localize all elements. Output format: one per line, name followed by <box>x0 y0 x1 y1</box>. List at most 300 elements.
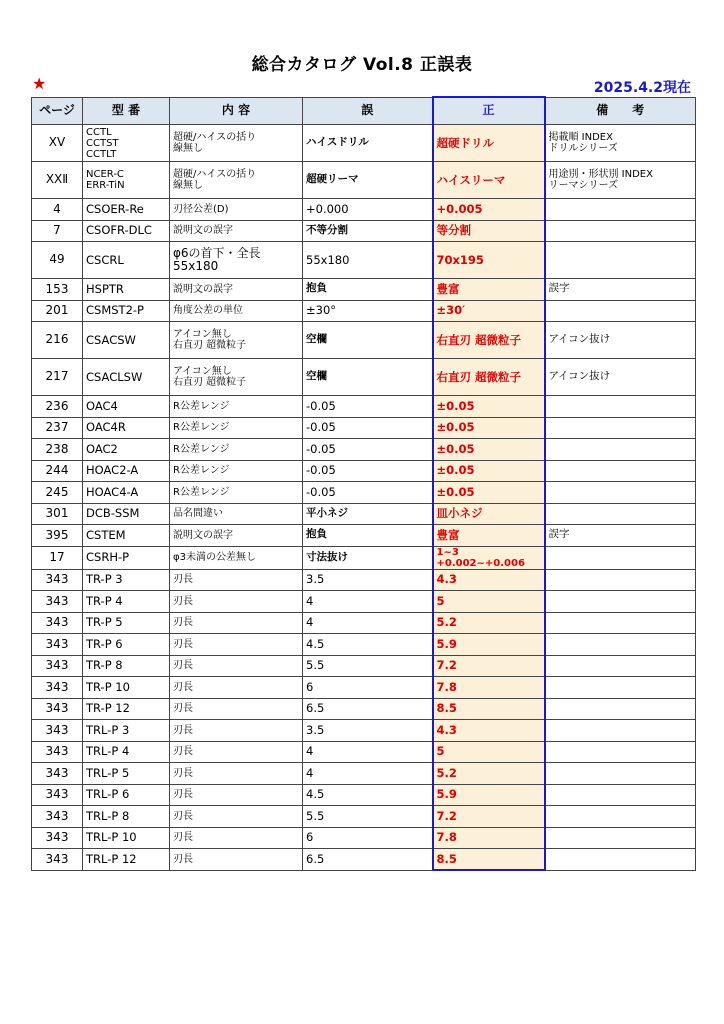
right-cell-line: 等分割 <box>436 223 471 238</box>
page-cell: 301 <box>32 503 83 525</box>
right-cell <box>433 741 545 763</box>
table-row <box>32 322 696 359</box>
model-cell <box>83 827 170 849</box>
model-cell-line: CSACLSW <box>86 369 143 384</box>
header-note: 備 考 <box>545 97 696 125</box>
content-cell-line: 刃長 <box>173 810 193 822</box>
page-cell: XV <box>32 125 83 162</box>
content-cell-line: 刃長 <box>173 853 193 865</box>
model-cell-line: OAC4 <box>86 398 118 413</box>
model-cell-line: TR-P 10 <box>86 679 130 694</box>
model-cell-line: TR-P 5 <box>86 615 123 630</box>
content-cell <box>170 396 303 418</box>
content-cell-line: 刃長 <box>173 681 193 693</box>
model-cell <box>83 125 170 162</box>
model-cell <box>83 569 170 591</box>
model-cell <box>83 482 170 504</box>
content-cell <box>170 741 303 763</box>
right-cell-line: +0.005 <box>436 201 483 216</box>
right-cell-line: ±0.05 <box>436 441 475 456</box>
table-row <box>32 698 696 720</box>
content-cell-line: φ6の首下・全長 <box>173 245 261 260</box>
right-cell <box>433 677 545 699</box>
right-cell <box>433 300 545 322</box>
right-cell <box>433 396 545 418</box>
model-cell-line: CSACSW <box>86 332 136 347</box>
content-cell-line: 右直刃 超微粒子 <box>173 340 247 351</box>
page-cell: 343 <box>32 806 83 828</box>
right-cell-line: 5.2 <box>436 615 457 630</box>
right-cell <box>433 125 545 162</box>
model-cell <box>83 359 170 396</box>
table-row <box>32 417 696 439</box>
page-cell: 217 <box>32 359 83 396</box>
right-cell-line: 7.8 <box>436 679 457 694</box>
model-cell <box>83 279 170 301</box>
wrong-cell: 6.5 <box>303 849 433 871</box>
right-cell-line: +0.002~+0.006 <box>436 557 525 569</box>
right-cell <box>433 503 545 525</box>
content-cell-line: 刃長 <box>173 638 193 650</box>
model-cell-line: TRL-P 4 <box>86 744 130 759</box>
right-cell <box>433 720 545 742</box>
content-cell-line: 刃長 <box>173 789 193 801</box>
note-cell <box>545 677 696 699</box>
note-cell <box>545 720 696 742</box>
note-cell <box>545 417 696 439</box>
wrong-cell: +0.000 <box>303 199 433 221</box>
model-cell-line: TRL-P 6 <box>86 787 130 802</box>
content-cell <box>170 125 303 162</box>
note-cell <box>545 698 696 720</box>
right-cell-line: 5.2 <box>436 765 457 780</box>
page-cell: 343 <box>32 591 83 613</box>
content-cell-line: 刃長 <box>173 617 193 629</box>
note-cell <box>545 162 696 199</box>
right-cell <box>433 279 545 301</box>
note-cell <box>545 322 696 359</box>
page-cell: 244 <box>32 460 83 482</box>
content-cell-line: アイコン無し <box>173 329 232 340</box>
content-cell-line: 説明文の誤字 <box>173 283 233 295</box>
model-cell-line: TRL-P 12 <box>86 851 137 866</box>
content-cell <box>170 417 303 439</box>
page-cell: 153 <box>32 279 83 301</box>
right-cell <box>433 525 545 547</box>
note-cell-line: アイコン抜け <box>548 370 611 383</box>
page-cell: XXⅡ <box>32 162 83 199</box>
note-cell-line: リーマシリーズ <box>548 180 618 191</box>
page-cell: 237 <box>32 417 83 439</box>
page-cell: 343 <box>32 784 83 806</box>
table-row <box>32 503 696 525</box>
content-cell <box>170 162 303 199</box>
right-cell <box>433 634 545 656</box>
model-cell-line: CCTST <box>86 137 119 149</box>
wrong-cell: 3.5 <box>303 569 433 591</box>
right-cell-line: 7.8 <box>436 830 457 845</box>
note-cell-line: 掲載順 INDEX <box>548 132 613 143</box>
header-model: 型 番 <box>83 97 170 125</box>
right-cell-line: 5 <box>436 744 445 759</box>
wrong-cell: 平小ネジ <box>303 503 433 525</box>
model-cell-line: CSMST2-P <box>86 303 144 318</box>
wrong-cell: 4 <box>303 612 433 634</box>
content-cell <box>170 784 303 806</box>
content-cell <box>170 220 303 242</box>
page-cell: 343 <box>32 569 83 591</box>
model-cell-line: TR-P 4 <box>86 593 123 608</box>
content-cell <box>170 849 303 871</box>
page-cell: 343 <box>32 655 83 677</box>
content-cell <box>170 827 303 849</box>
content-cell-line: 刃長 <box>173 703 193 715</box>
model-cell-line: CCTL <box>86 126 112 138</box>
wrong-cell: 抱負 <box>303 525 433 547</box>
page-cell: 395 <box>32 525 83 547</box>
content-cell-line: 刃長 <box>173 746 193 758</box>
right-cell-line: 4.3 <box>436 722 457 737</box>
page-cell: 17 <box>32 546 83 569</box>
table-row <box>32 784 696 806</box>
content-cell-line: 線無し <box>173 180 203 191</box>
content-cell <box>170 359 303 396</box>
note-cell-line: 誤字 <box>548 282 570 295</box>
page-cell: 49 <box>32 242 83 279</box>
right-cell <box>433 591 545 613</box>
model-cell-line: CCTLT <box>86 148 117 160</box>
model-cell <box>83 525 170 547</box>
model-cell-line: TRL-P 8 <box>86 808 130 823</box>
model-cell <box>83 634 170 656</box>
right-cell <box>433 849 545 871</box>
right-cell <box>433 806 545 828</box>
right-cell-line: 豊富 <box>436 527 460 542</box>
date-label: 2025.4.2現在 <box>593 80 691 96</box>
model-cell-line: TRL-P 10 <box>86 830 137 845</box>
page-cell: 201 <box>32 300 83 322</box>
content-cell-line: R公差レンジ <box>173 486 230 498</box>
content-cell <box>170 460 303 482</box>
model-cell <box>83 806 170 828</box>
right-cell <box>433 417 545 439</box>
table-row <box>32 162 696 199</box>
right-cell <box>433 220 545 242</box>
right-cell <box>433 460 545 482</box>
model-cell <box>83 763 170 785</box>
right-cell-line: 70x195 <box>436 252 484 267</box>
right-cell <box>433 359 545 396</box>
right-cell-line: 7.2 <box>436 808 457 823</box>
model-cell <box>83 220 170 242</box>
note-cell <box>545 242 696 279</box>
model-cell-line: HSPTR <box>86 281 124 296</box>
note-cell <box>545 763 696 785</box>
content-cell <box>170 199 303 221</box>
note-cell <box>545 125 696 162</box>
content-cell <box>170 612 303 634</box>
content-cell <box>170 569 303 591</box>
content-cell-line: R公差レンジ <box>173 465 230 477</box>
table-row <box>32 677 696 699</box>
right-cell-line: ±30′ <box>436 303 466 318</box>
note-cell <box>545 460 696 482</box>
right-cell-line: 1~3 <box>436 546 459 558</box>
model-cell <box>83 741 170 763</box>
wrong-cell: 寸法抜け <box>303 546 433 569</box>
content-cell <box>170 300 303 322</box>
model-cell <box>83 720 170 742</box>
right-cell-line: 8.5 <box>436 701 457 716</box>
right-cell-line: 5.9 <box>436 787 457 802</box>
right-cell-line: ±0.05 <box>436 420 475 435</box>
model-cell <box>83 439 170 461</box>
table-row <box>32 849 696 871</box>
table-row <box>32 655 696 677</box>
star-mark: ★ <box>32 74 47 93</box>
wrong-cell: 55x180 <box>303 242 433 279</box>
content-cell <box>170 698 303 720</box>
note-cell-line: 誤字 <box>548 528 570 541</box>
model-cell-line: TR-P 6 <box>86 636 123 651</box>
table-row <box>32 242 696 279</box>
right-cell-line: 4.3 <box>436 572 457 587</box>
table-row <box>32 720 696 742</box>
note-cell <box>545 612 696 634</box>
page-cell: 343 <box>32 634 83 656</box>
note-cell <box>545 439 696 461</box>
right-cell <box>433 322 545 359</box>
model-cell-line: NCER-C <box>86 169 124 180</box>
model-cell <box>83 396 170 418</box>
page-cell: 343 <box>32 720 83 742</box>
wrong-cell: 5.5 <box>303 806 433 828</box>
note-cell <box>545 827 696 849</box>
right-cell-line: 右直刃 超微粒子 <box>436 369 522 384</box>
content-cell-line: R公差レンジ <box>173 443 230 455</box>
note-cell <box>545 655 696 677</box>
page-cell: 343 <box>32 612 83 634</box>
content-cell-line: φ3未満の公差無し <box>173 552 256 563</box>
content-cell-line: 刃長 <box>173 832 193 844</box>
page-cell: 343 <box>32 677 83 699</box>
right-cell <box>433 199 545 221</box>
header-right: 正 <box>433 97 545 125</box>
header-wrong: 誤 <box>303 97 433 125</box>
right-cell-line: 右直刃 超微粒子 <box>436 332 522 347</box>
right-cell <box>433 784 545 806</box>
model-cell-line: DCB-SSM <box>86 506 140 521</box>
right-cell-line: 5.9 <box>436 636 457 651</box>
content-cell-line: 説明文の誤字 <box>173 225 233 237</box>
model-cell-line: CSRH-P <box>86 550 130 565</box>
wrong-cell: 空欄 <box>303 322 433 359</box>
content-cell-line: 角度公差の単位 <box>173 305 243 317</box>
content-cell-line: 右直刃 超微粒子 <box>173 377 247 388</box>
note-cell <box>545 525 696 547</box>
table-row <box>32 806 696 828</box>
table-row <box>32 634 696 656</box>
model-cell <box>83 849 170 871</box>
table-row <box>32 460 696 482</box>
note-cell <box>545 741 696 763</box>
content-cell-line: 超硬/ハイスの括り <box>173 169 257 180</box>
note-cell <box>545 359 696 396</box>
page-cell: 245 <box>32 482 83 504</box>
wrong-cell: -0.05 <box>303 460 433 482</box>
page-cell: 343 <box>32 849 83 871</box>
table-row <box>32 827 696 849</box>
page-cell: 7 <box>32 220 83 242</box>
content-cell-line: 刃長 <box>173 660 193 672</box>
right-cell <box>433 439 545 461</box>
right-cell-line: ±0.05 <box>436 463 475 478</box>
wrong-cell: 4.5 <box>303 634 433 656</box>
wrong-cell: ±30° <box>303 300 433 322</box>
right-cell-line: 超硬ドリル <box>436 135 494 150</box>
table-row <box>32 591 696 613</box>
model-cell <box>83 460 170 482</box>
table-row <box>32 359 696 396</box>
content-cell-line: 刃径公差(D) <box>173 203 229 215</box>
right-cell-line: 5 <box>436 593 445 608</box>
table-row <box>32 396 696 418</box>
right-cell <box>433 655 545 677</box>
table-row <box>32 569 696 591</box>
note-cell <box>545 503 696 525</box>
wrong-cell: -0.05 <box>303 417 433 439</box>
content-cell-line: R公差レンジ <box>173 400 230 412</box>
page-cell: 343 <box>32 741 83 763</box>
content-cell-line: 55x180 <box>173 259 219 273</box>
model-cell <box>83 300 170 322</box>
content-cell-line: 品名間違い <box>173 508 223 520</box>
content-cell <box>170 279 303 301</box>
wrong-cell: 4.5 <box>303 784 433 806</box>
model-cell <box>83 322 170 359</box>
note-cell <box>545 806 696 828</box>
model-cell <box>83 784 170 806</box>
model-cell <box>83 677 170 699</box>
note-cell <box>545 199 696 221</box>
note-cell <box>545 482 696 504</box>
content-cell-line: アイコン無し <box>173 366 232 377</box>
content-cell-line: 刃長 <box>173 595 193 607</box>
model-cell-line: CSOER-Re <box>86 201 144 216</box>
note-cell <box>545 634 696 656</box>
model-cell-line: HOAC2-A <box>86 463 139 478</box>
header-content: 内 容 <box>170 97 303 125</box>
content-cell <box>170 525 303 547</box>
model-cell-line: HOAC4-A <box>86 484 139 499</box>
table-row <box>32 220 696 242</box>
note-cell <box>545 784 696 806</box>
table-row <box>32 439 696 461</box>
content-cell <box>170 677 303 699</box>
wrong-cell: 6 <box>303 677 433 699</box>
table-row <box>32 763 696 785</box>
note-cell <box>545 546 696 569</box>
page-cell: 343 <box>32 763 83 785</box>
wrong-cell: 6 <box>303 827 433 849</box>
content-cell-line: 超硬/ハイスの括り <box>173 132 257 143</box>
table-row <box>32 546 696 569</box>
wrong-cell: 4 <box>303 591 433 613</box>
right-cell <box>433 242 545 279</box>
content-cell <box>170 482 303 504</box>
right-cell-line: ±0.05 <box>436 484 475 499</box>
note-cell <box>545 849 696 871</box>
note-cell <box>545 279 696 301</box>
content-cell <box>170 720 303 742</box>
page-title: 総合カタログ Vol.8 正誤表 <box>251 55 473 75</box>
model-cell <box>83 242 170 279</box>
model-cell-line: CSTEM <box>86 527 126 542</box>
note-cell <box>545 220 696 242</box>
right-cell <box>433 482 545 504</box>
page-cell: 236 <box>32 396 83 418</box>
model-cell <box>83 546 170 569</box>
note-cell <box>545 569 696 591</box>
content-cell-line: 刃長 <box>173 767 193 779</box>
table-row <box>32 525 696 547</box>
wrong-cell: 超硬リーマ <box>303 162 433 199</box>
table-row <box>32 482 696 504</box>
table-row <box>32 279 696 301</box>
model-cell-line: OAC2 <box>86 441 118 456</box>
table-header-row <box>32 97 696 125</box>
content-cell-line: 刃長 <box>173 574 193 586</box>
model-cell <box>83 698 170 720</box>
content-cell-line: 刃長 <box>173 724 193 736</box>
right-cell-line: 7.2 <box>436 658 457 673</box>
note-cell-line: アイコン抜け <box>548 333 611 346</box>
header-page: ページ <box>32 97 83 125</box>
wrong-cell: -0.05 <box>303 439 433 461</box>
right-cell-line: 8.5 <box>436 851 457 866</box>
right-cell <box>433 546 545 569</box>
right-cell <box>433 698 545 720</box>
model-cell-line: CSCRL <box>86 252 124 267</box>
note-cell <box>545 300 696 322</box>
table-row <box>32 125 696 162</box>
content-cell <box>170 655 303 677</box>
content-cell <box>170 322 303 359</box>
model-cell <box>83 503 170 525</box>
right-cell-line: ±0.05 <box>436 398 475 413</box>
model-cell <box>83 591 170 613</box>
table-row <box>32 300 696 322</box>
model-cell <box>83 417 170 439</box>
page-cell: 343 <box>32 827 83 849</box>
note-cell-line: 用途別・形状別 INDEX <box>548 169 653 180</box>
wrong-cell: 抱負 <box>303 279 433 301</box>
wrong-cell: 不等分割 <box>303 220 433 242</box>
model-cell-line: CSOFR-DLC <box>86 223 152 238</box>
content-cell <box>170 591 303 613</box>
note-cell <box>545 396 696 418</box>
page-cell: 4 <box>32 199 83 221</box>
model-cell-line: OAC4R <box>86 420 126 435</box>
content-cell <box>170 242 303 279</box>
wrong-cell: 4 <box>303 741 433 763</box>
model-cell-line: ERR-TiN <box>86 180 125 191</box>
wrong-cell: 空欄 <box>303 359 433 396</box>
table-body <box>32 125 696 871</box>
model-cell-line: TR-P 12 <box>86 701 130 716</box>
note-cell <box>545 591 696 613</box>
model-cell-line: TR-P 8 <box>86 658 123 673</box>
